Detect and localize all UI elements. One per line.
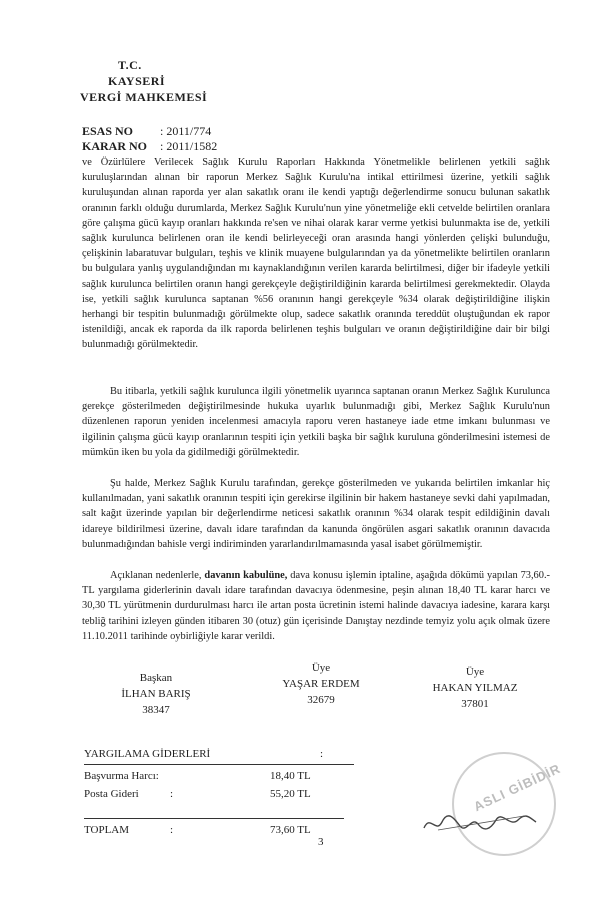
esas-no-label: ESAS NO: [82, 124, 134, 138]
stamp-text: ASLI GİBİDİR: [471, 760, 564, 815]
esas-no-value: : 2011/774: [160, 124, 212, 138]
costs-divider: [84, 818, 344, 819]
court-header-name: VERGİ MAHKEMESİ: [80, 90, 208, 104]
paragraph-2: Bu itibarla, yetkili sağlık kurulunca ilgili yönetmelik uyarınca saptanan oranın Merkez Sağlık Kurulunca gerekçe gösterilmeden değiştirilmesinde hukuka uyarlık bulunmadığı gibi, Merkez Sağlık Kurulu'nun düzenlenen raporun yeniden incelenmesi amacıyla raporu veren hastaneye iade etme imkanı bulunması ve ilgilinin çalışma gücü kayıp oranlarının tespiti için yetkili başka bir sağlık kuruluna gönderilmesini istemesi de mümkün iken bu yola da gidilmediği görülmektedir.: [82, 386, 550, 458]
decision-body: [82, 155, 550, 353]
paragraph-3: Şu halde, Merkez Sağlık Kurulu tarafından, gerekçe gösterilmeden ve yukarıda belirtilen imkanlar hiç kullanılmadan, yani sakatlık oranının tespiti için gerekirse ilgilinin bir hakem hastaneye sevki dahi yapılmadan, salt kağıt üzerinde yapılan bir değerlendirme neticesi sakatlık oranının %34 olarak tespit edildiğinin davalı idareye bildirilmesi üzerine, davalı idare tarafından da kanunda öngörülen asgari sakatlık oranının davacıda bulunmadığından bahisle vergi indiriminden yararlandırılmamasında yasal isabet görülmemiştir.: [82, 478, 550, 550]
decision-body-2: [82, 384, 550, 460]
costs-title: YARGILAMA GİDERLERİ: [84, 748, 211, 760]
paragraph-1: ve Özürlülere Verilecek Sağlık Kurulu Raporları Hakkında Yönetmelikle belirlenen yetkili sağlık kuruluşlarından alınan bir raporun Merkez Sağlık Kurulu'na intikal ettirilmesi üzerine, yetkili sağlık kuruluşundan alınan raporda yer alan sakatlık oranı ile kendi yaptığı değerlendirme sonucu bulunan sakatlık oranının farklı olduğu durumlarda, Merkez Sağlık Kurulu'nun yine yönetmeliğe ekli cetvelde belirtilen oranlara göre çalışma gücü kayıp oranları hakkında re'sen ve nihai olarak karar verme yetkisi bulunmakta ise de, yetkili sağlık kurulunca belirlenen oran ile kendi belirleyeceği oran arasında hangi yönlerden çelişki bulunduğu, çelişkinin labaratuvar bulguları, teşhis ve klinik muayene bulgularından ya da yönetmelikte belirtilen oranların bu bulgulara yanlış uygulandığından mı kaynaklandığının verilen kararda belirtilmesi, diğer bir ifadeyle yetkili sağlık kurulunca belirtilen oranın hangi gerekçeyle değiştirildiğinin kararda belirtilmesi gerekmektedir. Olayda ise, yetkili sağlık kurulunca saptanan %56 oranının hangi gerekçeyle %34 olarak değiştirildiğine ilişkin herhangi bir tespitin bulunmadığı görülmekte olup, sadece sakatlık oranında tereddüt oluştuğundan ek rapor istenildiği, ancak ek raporda da ilk raporda belirlenen teşhis bulguları ve oranın değiştirildiğine dair bir bilgi bulunmadığı görülmektedir.: [82, 157, 550, 351]
cost-row: Başvurma Harcı: 18,40 TL: [84, 770, 311, 782]
verdict-bold: davanın kabulüne,: [204, 570, 288, 581]
karar-no-label: KARAR NO: [82, 139, 147, 153]
signature-member-2: Üye HAKAN YILMAZ 37801: [432, 666, 518, 710]
cost-row: Posta Gideri : 55,20 TL: [84, 788, 311, 800]
handwritten-signature: [420, 808, 540, 838]
page-number: 3: [318, 836, 324, 848]
decision-body-3: [82, 476, 550, 552]
signature-member-1: Üye YAŞAR ERDEM 32679: [282, 662, 360, 706]
signature-president: Başkan İLHAN BARIŞ 38347: [121, 672, 191, 716]
court-header-city: KAYSERİ: [108, 74, 166, 88]
court-header-tc: T.C.: [118, 58, 142, 72]
karar-no: [82, 139, 217, 154]
paragraph-final: Açıklanan nedenlerle, davanın kabulüne, dava konusu işlemin iptaline, aşağıda dökümü yapılan 73,60.-TL yargılama giderlerinin davalı idare tarafından davacıya ödenmesine, peşin alınan 18,40 TL karar harcı ve 30,30 TL yürütmenin durdurulması harcı ile artan posta ücretinin istemi halinde davacıya iadesine, karara karşı tebliğ tarihini izleyen günden itibaren 30 (otuz) gün içerisinde Danıştay nezdinde temyiz yolu açık olmak üzere 11.10.2011 tarihinde oybirliğiyle karar verildi.: [82, 570, 550, 642]
decision-body-4: [82, 568, 550, 644]
karar-no-value: : 2011/1582: [160, 139, 218, 153]
costs-title-row: YARGILAMA GİDERLERİ :: [84, 748, 354, 765]
cost-total-row: TOPLAM : 73,60 TL: [84, 824, 311, 836]
esas-no: [82, 124, 211, 139]
